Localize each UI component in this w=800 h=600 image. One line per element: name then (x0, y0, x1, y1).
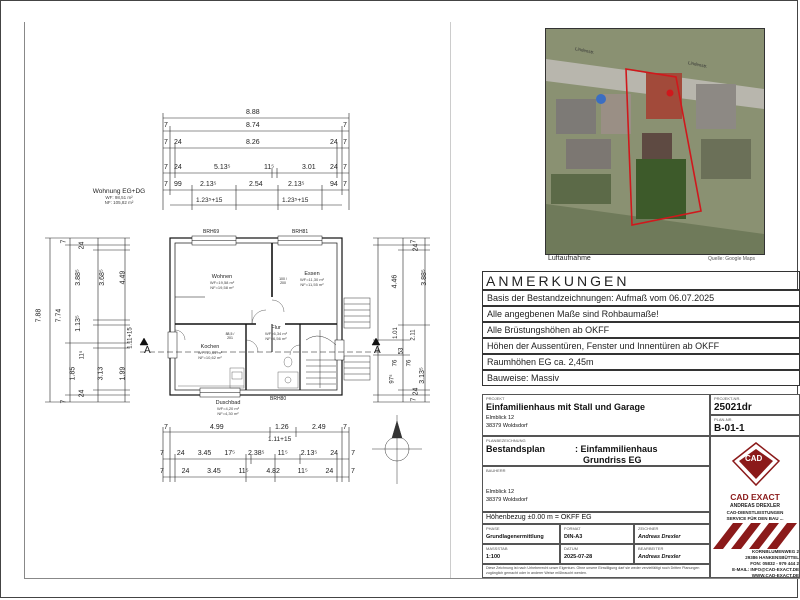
tb-bearbeiter-label: BEARBEITER (638, 546, 664, 551)
tb-massstab-value: 1:100 (486, 554, 501, 560)
aerial-caption: Luftaufnahme (548, 255, 591, 262)
dim-top-r2b: 8.74 (246, 122, 260, 129)
dim-top-r5e: 2.13⁵ (288, 181, 305, 188)
tb-projekt-label: PROJEKT (486, 396, 505, 401)
note-line-2: Alle angegbenen Maße sind Rohbaumaße! (482, 306, 800, 322)
dim-bot-r2-0: 7 (160, 450, 164, 457)
tb-projekt-nr-value: 25021dr (714, 402, 752, 413)
company-tag1: CAD-DIENSTLEISTUNGEN (726, 510, 784, 515)
dim-left-4: 3.88⁵ (74, 269, 82, 286)
tb-planbez-2b: Grundriss EG (583, 455, 642, 465)
dim-top-r3c: 8.26 (246, 139, 260, 146)
dim-top-r5b: 99 (174, 181, 182, 188)
room-kochen-nf: NF=10,62 m² (198, 355, 222, 360)
dim-left-5: 3.68⁵ (98, 269, 106, 286)
dim-right-11: 24 (412, 387, 420, 396)
tb-zeichner-label: ZEICHNER (638, 526, 659, 531)
dim-right-9: 53 (398, 347, 405, 355)
dim-top-r1: 8.88 (246, 109, 260, 116)
note-line-3: Alle Brüstungshöhen ab OKFF (482, 322, 800, 338)
aerial-street-2: Lindenstr. (687, 60, 708, 69)
dim-left-8: 1.13⁵ (74, 315, 82, 332)
dim-left-13: 7 (60, 399, 68, 404)
tb-format-value: DIN-A3 (564, 534, 583, 540)
dim-right-4: 1.01 (392, 327, 399, 339)
dim-left-10: 3.13 (97, 366, 105, 381)
windows (168, 236, 344, 397)
tb-bearbeiter-value: Andreas Drexler (638, 554, 681, 560)
tb-zeichner-value: Andreas Drexler (638, 534, 681, 540)
tb-projekt-nr-label: PROJEKT-NR. (714, 396, 741, 401)
company-block (710, 436, 800, 578)
room-essen-name: Essen (304, 271, 320, 277)
dim-left-14: 1.11+15 (127, 327, 134, 349)
tb-bauherr-1: Elmblick 12 (486, 489, 515, 495)
dim-bot-r2-7: 24 (330, 450, 339, 457)
dim-left-1: 7.74 (55, 308, 63, 323)
section-marker-left: A (144, 345, 151, 356)
dim-top-r2a: 7 (164, 122, 168, 129)
company-badge: CAD (745, 454, 763, 463)
dim-top-r6a: 1.23⁵+15 (196, 197, 223, 204)
company-tag2: SERVICE FÜR DEN BAU ... (726, 516, 784, 521)
north-arrow (372, 415, 422, 484)
tb-planbez-2a: : Einfammilienhaus (575, 444, 658, 454)
dim-bot-r1c: 1.26 (275, 424, 289, 431)
apartment-title: Wohnung EG+DG (92, 188, 146, 195)
room-duschbad (208, 400, 248, 416)
exterior-steps (344, 298, 370, 380)
tb-footer (482, 564, 710, 578)
room-wohnen-wf: WF=19,58 m² (209, 280, 235, 285)
dim-top-r4g: 7 (343, 164, 347, 171)
notes-heading: ANMERKUNGEN (486, 273, 630, 289)
window-label-2: 88,5 / 201 (225, 332, 235, 340)
tb-planbez-value: Bestandsplan (486, 444, 546, 454)
tb-bauherr (482, 466, 710, 512)
tb-format (560, 524, 634, 544)
brh-label-2: BRH81 (292, 229, 309, 235)
dim-bot-r1-note: 1.11+15 (268, 436, 292, 443)
dim-bot-r2-5: 11⁵ (277, 450, 288, 457)
brh-label-3: BRH80 (270, 396, 287, 402)
company-web: WWW.CAD-EXACT.DE (751, 573, 799, 578)
dim-top-r4e: 3.01 (302, 164, 316, 171)
dim-bot-r2-2: 3.45 (197, 450, 212, 457)
room-duschbad-nf: NF=4,30 m² (217, 411, 239, 416)
dim-top-r5a: 7 (164, 181, 168, 188)
walls (170, 238, 342, 395)
dim-right-7: 97⁵ (389, 374, 396, 384)
dim-bot-r2-4: 2.38⁵ (248, 450, 265, 457)
dim-right-6: 3.13⁵ (418, 367, 426, 384)
room-flur-nf: NF=6,56 m² (265, 336, 287, 341)
tb-hoehen (482, 512, 710, 524)
dim-right-3: 4.46 (391, 274, 399, 289)
company-owner: ANDREAS DREXLER (729, 503, 780, 509)
window-label-1: 100 / 200 (279, 277, 287, 285)
dim-top-r3d: 24 (330, 139, 338, 146)
tb-projekt-value: Einfamilienhaus mit Stall und Garage (486, 402, 646, 412)
dim-top-r5d: 2.54 (249, 181, 263, 188)
company-street: KORNBLUMENWEG 2 (752, 549, 799, 554)
aerial-street-1: Lindenstr. (574, 46, 595, 55)
tb-planbez (482, 436, 710, 466)
note-line-6: Bauweise: Massiv (482, 370, 800, 386)
dim-left-12: 24 (78, 389, 86, 398)
tb-plan-nr-label: PLAN-NR. (714, 417, 733, 422)
tb-projekt-address2: 38379 Woldsdorf (486, 423, 528, 429)
tb-hoehen-value: Höhenbezug ±0.00 m = OKFF EG (486, 514, 592, 521)
dim-top-r4c: 5.13⁵ (214, 164, 231, 171)
dim-right-2: 3.88⁵ (420, 269, 428, 286)
dim-bot-r3 (160, 468, 355, 475)
tb-datum-value: 2025-07-28 (564, 554, 593, 560)
room-kochen-name: Kochen (200, 344, 220, 350)
aerial-source: Quelle: Google Maps (708, 256, 755, 262)
tb-planbez-label: PLANBEZEICHNUNG (486, 438, 526, 443)
company-name: CAD EXACT (730, 492, 780, 502)
company-city: 29386 HANKENSBÜTTEL (745, 555, 799, 560)
room-duschbad-name: Duschbad (215, 400, 241, 406)
dim-top-r4a: 7 (164, 164, 168, 171)
tb-datum (560, 544, 634, 564)
room-flur-wf: WF=6,34 m² (264, 331, 288, 336)
dim-bot-r3-6: 24 (325, 468, 334, 475)
tb-projekt-address1: Elmblick 12 (486, 415, 515, 421)
dim-left-3: 24 (78, 241, 86, 250)
room-flur (256, 325, 296, 341)
room-wohnen-nf: NF=19,58 m² (210, 285, 234, 290)
dim-top-r5c: 2.13⁵ (200, 181, 217, 188)
tb-format-label: FORMAT (564, 526, 581, 531)
tb-massstab (482, 544, 560, 564)
dim-right-10: 76 (406, 359, 413, 367)
tb-phase-label: PHASE (486, 526, 500, 531)
section-marker-right: A (374, 345, 381, 356)
dim-bot-r3-1: 24 (181, 468, 190, 475)
dim-bot-r2-8: 7 (351, 450, 355, 457)
staircase (306, 330, 336, 388)
dim-bot-r2 (160, 450, 355, 457)
bath-fixtures (278, 357, 298, 388)
aerial-image (546, 29, 764, 254)
dim-bot-r1d: 2.49 (312, 424, 326, 431)
tb-projekt-nr (710, 394, 800, 415)
note-line-1: Basis der Bestandzeichnungen: Aufmaß vom 06.07.2025 (482, 290, 800, 306)
dim-left-2: 7 (60, 239, 68, 244)
room-wohnen (200, 274, 244, 290)
company-email: E-MAIL: INFO@CAD-EXACT.DE (732, 567, 799, 572)
room-essen (290, 271, 334, 287)
tb-datum-label: DATUM (564, 546, 578, 551)
dim-bot-r2-1: 24 (176, 450, 185, 457)
dim-right-12: 7 (410, 397, 418, 402)
dimension-lines (45, 113, 430, 482)
dim-top-r4d: 11⁵ (264, 164, 275, 171)
dim-bot-r1e: 7 (343, 424, 347, 431)
tb-bearbeiter (634, 544, 710, 564)
tb-bauherr-label: BAUHERR (486, 468, 506, 473)
dim-top-r3a: 7 (164, 139, 168, 146)
dim-left-0: 7.88 (35, 308, 43, 323)
dim-right-1: 24 (412, 243, 420, 252)
company-logo (729, 441, 783, 487)
apartment-nf: NF: 105,82 m² (104, 200, 134, 205)
apartment-wf: WF: 98,51 m² (105, 195, 133, 200)
dim-left-9: 1.85 (69, 366, 77, 381)
dim-top-r6b: 1.23⁵+15 (282, 197, 309, 204)
note-line-5: Raumhöhen EG ca. 2,45m (482, 354, 800, 370)
aerial-photo (545, 28, 765, 255)
notes-heading-box (482, 271, 800, 290)
tb-phase (482, 524, 560, 544)
dim-bot-r3-5: 11⁵ (297, 468, 308, 475)
dim-top-r5g: 7 (343, 181, 347, 188)
dim-top-r4b: 24 (174, 164, 182, 171)
dim-bot-r1b: 4.99 (210, 424, 224, 431)
company-fon: FON: 05832 - 979 444 2 (750, 561, 799, 566)
room-wohnen-name: Wohnen (211, 274, 233, 280)
dim-top-r4f: 24 (330, 164, 338, 171)
dim-top-r2c: 7 (343, 122, 347, 129)
note-line-4: Höhen der Aussentüren, Fenster und Innentüren ab OKFF (482, 338, 800, 354)
room-essen-wf: WF=11,30 m² (299, 277, 325, 282)
dim-right-5: 2.11 (410, 329, 417, 341)
kitchen-fixtures (178, 368, 244, 388)
dim-bot-r3-4: 4.82 (266, 468, 280, 475)
tb-bauherr-2: 38379 Woldsdorf (486, 497, 528, 503)
dim-bot-r3-0: 7 (160, 468, 164, 475)
dim-top-r3e: 7 (343, 139, 347, 146)
tb-plan-nr (710, 415, 800, 436)
dim-left-11: 1.99 (119, 366, 127, 381)
dim-bot-r2-3: 17⁵ (224, 450, 236, 457)
dim-left-7: 11⁵ (79, 350, 86, 360)
room-flur-name: Flur (271, 325, 281, 331)
dim-right-8: 76 (392, 359, 399, 367)
tb-zeichner (634, 524, 710, 544)
tb-massstab-label: MASSSTAB (486, 546, 508, 551)
tb-footer-text: Diese Zeichnung ist nach Urheberrecht unser Eigentum. Ohne unsere Einwilligung darf sie weder vervielfältigt noch Dritten Planungen zugänglich gemacht oder in anderer Weise mißbraucht werden. (486, 566, 700, 575)
tb-plan-nr-value: B-01-1 (714, 423, 745, 434)
dim-bot-r1a: 7 (164, 424, 168, 431)
dim-bot-r2-6: 2.13⁵ (300, 450, 318, 457)
room-essen-nf: NF=11,55 m² (300, 282, 324, 287)
tb-phase-value: Grundlagenermittlung (486, 534, 544, 540)
dim-top-r5f: 94 (330, 181, 338, 188)
brh-label-1: BRH69 (203, 229, 220, 235)
room-kochen-wf: WF=10,64 m² (197, 350, 223, 355)
dim-bot-r3-7: 7 (351, 468, 355, 475)
tb-projekt (482, 394, 710, 436)
dim-top-r3b: 24 (174, 139, 182, 146)
dim-bot-r3-3: 11⁵ (238, 468, 249, 475)
dim-bot-r3-2: 3.45 (207, 468, 221, 475)
dim-right-0: 7 (410, 239, 418, 244)
room-kochen (190, 344, 230, 360)
dim-left-6: 4.49 (119, 270, 127, 285)
company-pattern (713, 523, 799, 549)
room-duschbad-wf: WF=4,20 m² (216, 406, 240, 411)
